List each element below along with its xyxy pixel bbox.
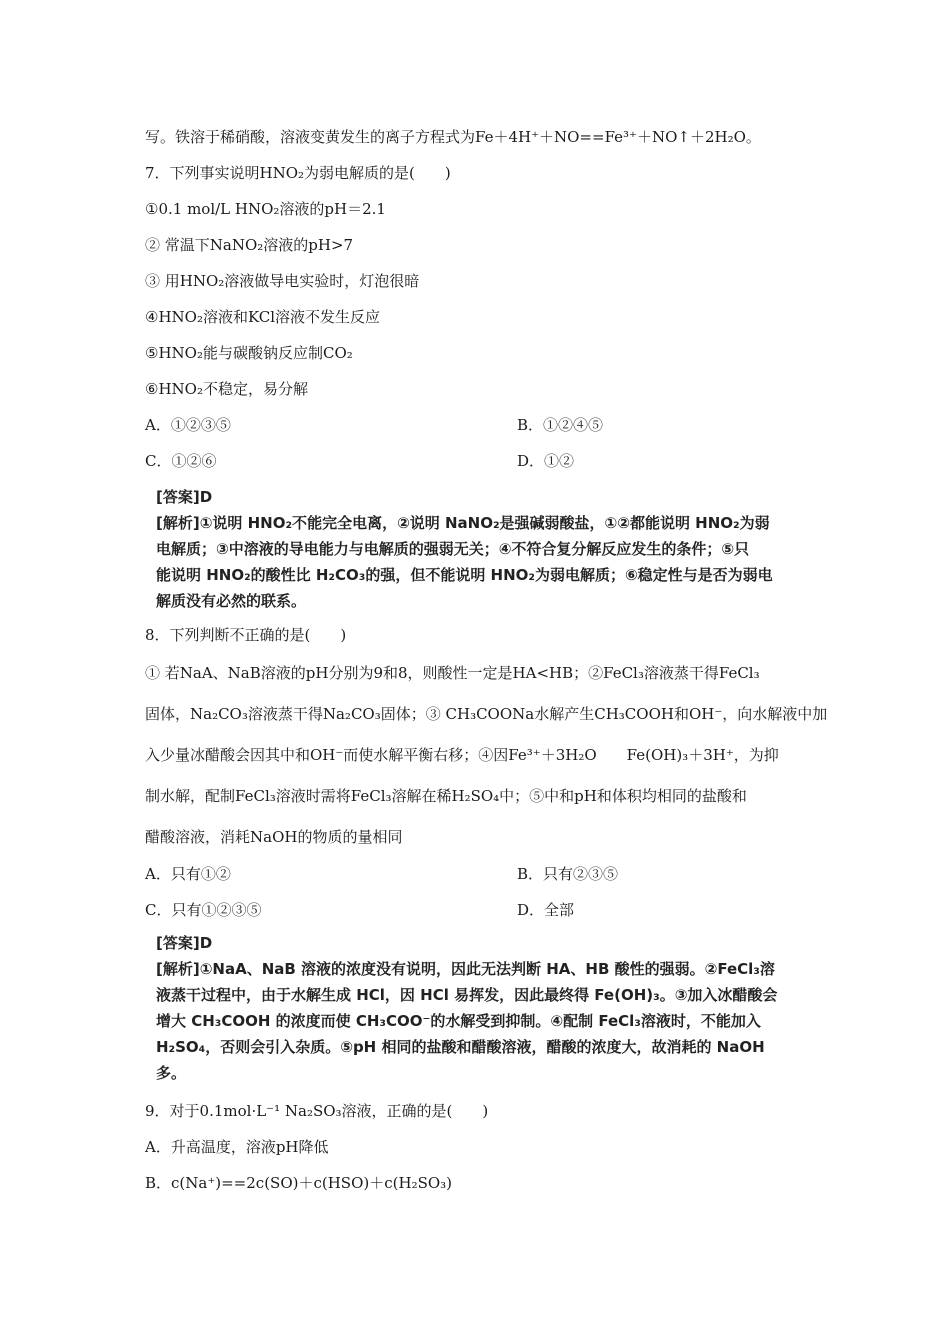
intro-line: 写。铁溶于稀硝酸，溶液变黄发生的离子方程式为Fe＋4H⁺＋NO==Fe³⁺＋NO↑＋2H₂O。 xyxy=(145,128,761,146)
q9-option-a: A．升高温度，溶液pH降低 xyxy=(145,1138,329,1156)
q8-text-2: 固体，Na₂CO₃溶液蒸干得Na₂CO₃固体；③ CH₃COONa水解产生CH₃COOH和OH⁻，向水解液中加 xyxy=(145,705,828,723)
q8-text-3: 入少量冰醋酸会因其中和OH⁻而使水解平衡右移；④因Fe³⁺＋3H₂O Fe(OH)₃＋3H⁺，为抑 xyxy=(145,746,779,764)
q8-option-c: C．只有①②③⑤ xyxy=(145,901,262,919)
q7-item-1: ①0.1 mol/L HNO₂溶液的pH＝2.1 xyxy=(145,200,386,218)
q7-item-3: ③ 用HNO₂溶液做导电实验时，灯泡很暗 xyxy=(145,272,420,290)
q8-option-d: D．全部 xyxy=(517,901,575,919)
q7-option-c: C．①②⑥ xyxy=(145,452,217,470)
q8-analysis-2: 液蒸干过程中，由于水解生成 HCl，因 HCl 易挥发，因此最终得 Fe(OH)₃。③加入冰醋酸会 xyxy=(156,986,778,1004)
q8-option-b: B．只有②③⑤ xyxy=(517,865,619,883)
q8-analysis-1: [解析]①NaA、NaB 溶液的浓度没有说明，因此无法判断 HA、HB 酸性的强弱。②FeCl₃溶 xyxy=(156,960,775,978)
question-9: 9．对于0.1mol·L⁻¹ Na₂SO₃溶液，正确的是( ) xyxy=(145,1102,489,1120)
q8-text-1: ① 若NaA、NaB溶液的pH分别为9和8，则酸性一定是HA<HB；②FeCl₃溶液蒸干得FeCl₃ xyxy=(145,664,760,682)
q7-item-6: ⑥HNO₂不稳定，易分解 xyxy=(145,380,308,398)
q8-text-4: 制水解，配制FeCl₃溶液时需将FeCl₃溶解在稀H₂SO₄中；⑤中和pH和体积均相同的盐酸和 xyxy=(145,787,747,805)
q8-analysis-3: 增大 CH₃COOH 的浓度而使 CH₃COO⁻的水解受到抑制。④配制 FeCl₃溶液时，不能加入 xyxy=(156,1012,761,1030)
q7-item-5: ⑤HNO₂能与碳酸钠反应制CO₂ xyxy=(145,344,353,362)
q8-analysis-4: H₂SO₄，否则会引入杂质。⑤pH 相同的盐酸和醋酸溶液，醋酸的浓度大，故消耗的 NaOH xyxy=(156,1038,765,1056)
q8-answer: [答案]D xyxy=(156,934,213,952)
q7-item-4: ④HNO₂溶液和KCl溶液不发生反应 xyxy=(145,308,381,326)
q7-analysis-3: 能说明 HNO₂的酸性比 H₂CO₃的强，但不能说明 HNO₂为弱电解质；⑥稳定性与是否为弱电 xyxy=(156,566,773,584)
q7-analysis-1: [解析]①说明 HNO₂不能完全电离，②说明 NaNO₂是强碱弱酸盐，①②都能说明 HNO₂为弱 xyxy=(156,514,770,532)
q8-analysis-5: 多。 xyxy=(156,1064,187,1082)
q7-answer-block xyxy=(156,484,806,614)
q7-option-d: D．①② xyxy=(517,452,575,470)
question-7: 7．下列事实说明HNO₂为弱电解质的是( ) xyxy=(145,164,451,182)
q7-analysis-4: 解质没有必然的联系。 xyxy=(156,592,307,610)
q9-option-b: B．c(Na⁺)==2c(SO)＋c(HSO)＋c(H₂SO₃) xyxy=(145,1174,453,1192)
q8-option-a: A．只有①② xyxy=(145,865,231,883)
q7-answer: [答案]D xyxy=(156,488,213,506)
q7-option-b: B．①②④⑤ xyxy=(517,416,604,434)
question-8: 8．下列判断不正确的是( ) xyxy=(145,626,347,644)
q7-option-a: A．①②③⑤ xyxy=(145,416,231,434)
q8-text-5: 醋酸溶液，消耗NaOH的物质的量相同 xyxy=(145,828,403,846)
q7-analysis-2: 电解质；③中溶液的导电能力与电解质的强弱无关；④不符合复分解反应发生的条件；⑤只 xyxy=(156,540,750,558)
q7-item-2: ② 常温下NaNO₂溶液的pH>7 xyxy=(145,236,354,254)
q8-answer-block xyxy=(156,930,806,1086)
